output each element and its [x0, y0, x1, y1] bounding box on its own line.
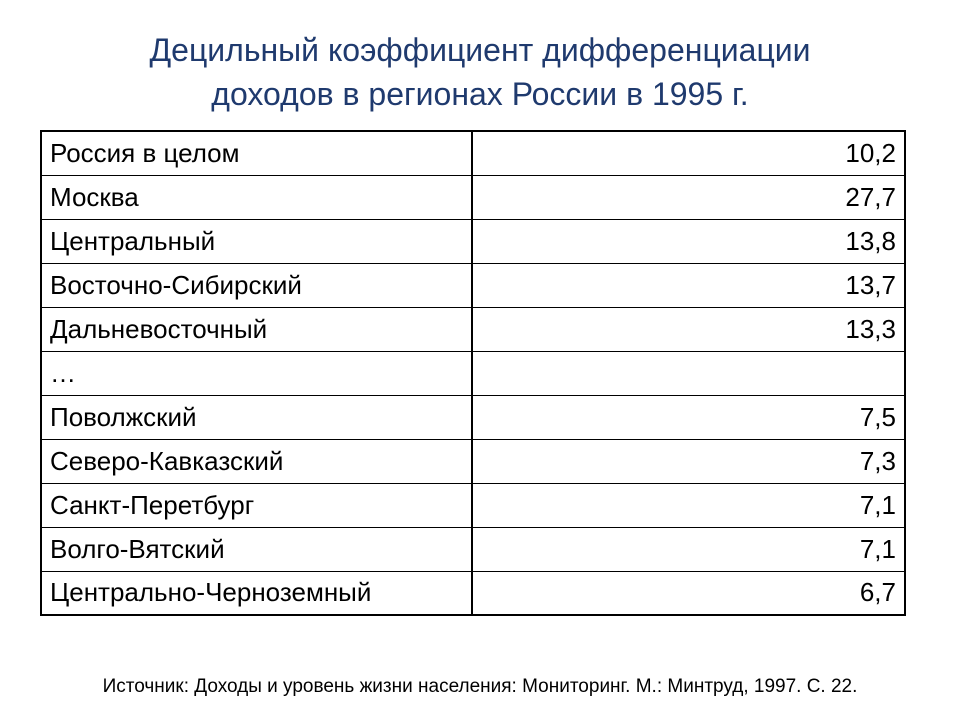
title-line-2: доходов в регионах России в 1995 г.: [211, 76, 749, 112]
region-name-cell: Восточно-Сибирский: [41, 263, 472, 307]
table-row: [41, 219, 905, 263]
source-note: Источник: Доходы и уровень жизни населения: Мониторинг. М.: Минтруд, 1997. С. 22.: [102, 676, 858, 697]
table-row: [41, 131, 905, 175]
value-cell: 7,3: [472, 439, 905, 483]
value-cell: 7,1: [472, 527, 905, 571]
table-row: [41, 263, 905, 307]
regions-table: [40, 130, 906, 616]
value-cell: 6,7: [472, 571, 905, 615]
region-name-cell: Центральный: [41, 219, 472, 263]
region-name-cell: …: [41, 351, 472, 395]
region-name-cell: Волго-Вятский: [41, 527, 472, 571]
region-name-cell: Дальневосточный: [41, 307, 472, 351]
region-name-cell: Россия в целом: [41, 131, 472, 175]
table-row: [41, 439, 905, 483]
table-row: [41, 527, 905, 571]
region-name-cell: Санкт-Перетбург: [41, 483, 472, 527]
value-cell: 13,8: [472, 219, 905, 263]
value-cell: 27,7: [472, 175, 905, 219]
table-row: [41, 483, 905, 527]
value-cell: 7,1: [472, 483, 905, 527]
table-row: [41, 307, 905, 351]
value-cell: 13,3: [472, 307, 905, 351]
table-row: [41, 395, 905, 439]
value-cell: 7,5: [472, 395, 905, 439]
value-cell: 10,2: [472, 131, 905, 175]
region-name-cell: Москва: [41, 175, 472, 219]
region-name-cell: Поволжский: [41, 395, 472, 439]
region-name-cell: Центрально-Черноземный: [41, 571, 472, 615]
value-cell: 13,7: [472, 263, 905, 307]
slide-title: [60, 28, 900, 116]
table-row: [41, 175, 905, 219]
title-line-1: Децильный коэффициент дифференциации: [149, 32, 811, 68]
table-row: [41, 571, 905, 615]
region-name-cell: Северо-Кавказский: [41, 439, 472, 483]
value-cell: [472, 351, 905, 395]
table-row: [41, 351, 905, 395]
